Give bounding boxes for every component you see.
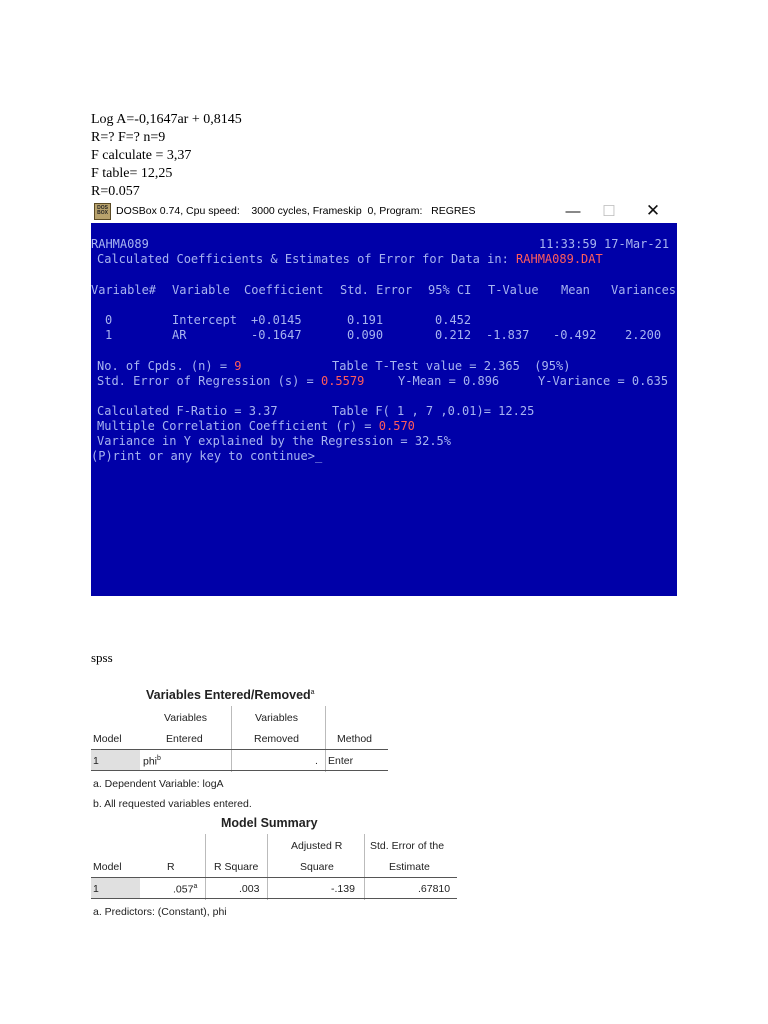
n-line: No. of Cpds. (n) = 9 [97, 359, 242, 373]
ver-title: Variables Entered/Removed$^a$ [146, 688, 315, 702]
ms-row-r-square: .003 [239, 883, 260, 895]
dosbox-app-icon: DOS BOX [94, 203, 111, 220]
row1-variable: AR [172, 328, 187, 342]
mcc-value: 0.570 [378, 419, 415, 433]
maximize-button[interactable]: ☐ [602, 203, 616, 220]
ms-divider-3 [364, 834, 365, 900]
col-variable-num: Variable# [91, 283, 157, 297]
ver-row-entered: phi$^b$ [143, 755, 161, 768]
ver-row-method: Enter [328, 755, 354, 767]
row1-coefficient: -0.1647 [251, 328, 302, 342]
se-line: Std. Error of Regression (s) = 0.5579 [97, 374, 365, 388]
ms-divider-1 [205, 834, 206, 900]
minimize-button[interactable]: — [565, 202, 581, 220]
ms-header-adj-1: Adjusted R [291, 840, 343, 852]
ver-footnote-b: b. All requested variables entered. [93, 798, 252, 810]
ttest-line: Table T-Test value = 2.365 (95%) [332, 359, 571, 373]
continue-prompt[interactable]: (P)rint or any key to continue>_ [91, 449, 323, 463]
row0-num: 0 [105, 313, 113, 327]
ms-row-adj: -.139 [331, 883, 355, 895]
program-name: RAHMA089 [91, 237, 149, 251]
row0-ci: 0.452 [435, 313, 472, 327]
row0-std-error: 0.191 [347, 313, 384, 327]
unknowns-line: R=? F=? n=9 [91, 130, 166, 145]
ver-divider-1 [231, 706, 232, 772]
spss-label: spss [91, 650, 113, 665]
ver-divider-2 [325, 706, 326, 772]
row1-ci: 0.212 [435, 328, 472, 342]
col-t-value: T-Value [488, 283, 539, 297]
f-calculate-line: F calculate = 3,37 [91, 148, 192, 163]
ver-footnote-a: a. Dependent Variable: logA [93, 778, 224, 790]
ms-row-model: 1 [93, 883, 99, 895]
ms-header-model: Model [93, 861, 122, 873]
ms-row-se: .67810 [418, 883, 451, 895]
row1-std-error: 0.090 [347, 328, 384, 342]
ms-row-r: .057$^a$ [173, 883, 198, 896]
ver-row-removed: . [315, 755, 318, 767]
ms-bottom-rule [91, 898, 457, 899]
ver-header-removed-2: Removed [254, 733, 299, 745]
row0-variable: Intercept [172, 313, 238, 327]
results-heading: Calculated Coefficients & Estimates of Error for Data in: RAHMA089.DAT [97, 252, 603, 266]
ms-header-rule [91, 877, 457, 878]
dosbox-window [91, 199, 677, 596]
ms-header-adj-2: Square [300, 861, 334, 873]
close-button[interactable]: ✕ [645, 201, 661, 220]
row0-coefficient: +0.0145 [251, 313, 302, 327]
ms-title: Model Summary [221, 816, 318, 830]
window-title: DOSBox 0.74, Cpu speed: 3000 cycles, Frameskip 0, Program: REGRES [116, 205, 476, 217]
yvariance-line: Y-Variance = 0.635 [538, 374, 669, 388]
ver-row-model: 1 [93, 755, 99, 767]
ver-header-entered-2: Entered [166, 733, 203, 745]
r-value-line: R=0.057 [91, 184, 140, 199]
col-coefficient: Coefficient [244, 283, 324, 297]
row1-mean: -0.492 [553, 328, 597, 342]
f-table-line: F table= 12,25 [91, 166, 173, 181]
col-95ci: 95% CI [428, 283, 472, 297]
ms-divider-2 [267, 834, 268, 900]
variance-explained-line: Variance in Y explained by the Regression = 32.5% [97, 434, 452, 448]
ver-bottom-rule [91, 770, 388, 771]
n-value: 9 [234, 359, 242, 373]
mcc-line: Multiple Correlation Coefficient (r) = 0.570 [97, 419, 415, 433]
col-mean: Mean [561, 283, 590, 297]
ms-header-r-square: R Square [214, 861, 259, 873]
col-std-error: Std. Error [340, 283, 413, 297]
ymean-line: Y-Mean = 0.896 [398, 374, 500, 388]
ms-header-se-2: Estimate [389, 861, 430, 873]
document-text [91, 111, 242, 201]
window-titlebar[interactable] [91, 199, 677, 223]
ver-header-method: Method [337, 733, 373, 745]
ver-header-entered-1: Variables [164, 712, 207, 724]
dos-screen[interactable] [91, 223, 677, 596]
row1-variances: 2.200 [625, 328, 662, 342]
row1-t-value: -1.837 [486, 328, 530, 342]
col-variable: Variable [172, 283, 230, 297]
equation-line: Log A=-0,1647ar + 0,8145 [91, 112, 242, 127]
se-value: 0.5579 [320, 374, 365, 388]
ms-header-r: R [167, 861, 175, 873]
ver-header-model: Model [93, 733, 122, 745]
datetime: 11:33:59 17-Mar-21 [539, 237, 670, 251]
col-variances: Variances [611, 283, 677, 297]
ms-footnote-a: a. Predictors: (Constant), phi [93, 906, 227, 918]
data-file-name: RAHMA089.DAT [516, 252, 603, 266]
ftable-line: Table F( 1 , 7 ,0.01)= 12.25 [332, 404, 535, 418]
fratio-line: Calculated F-Ratio = 3.37 [97, 404, 278, 418]
row1-num: 1 [105, 328, 113, 342]
ver-header-removed-1: Variables [255, 712, 298, 724]
ms-header-se-1: Std. Error of the [370, 840, 445, 852]
